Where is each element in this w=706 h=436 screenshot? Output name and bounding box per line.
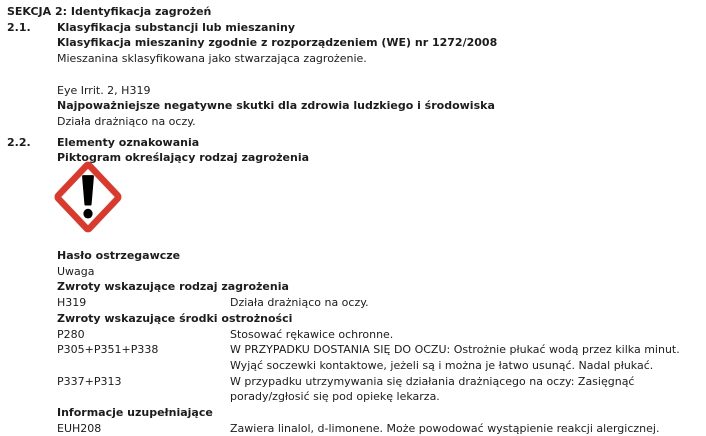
classification-heading: Klasyfikacja mieszaniny zgodnie z rozporządzeniem (WE) nr 1272/2008 (57, 36, 498, 50)
precautionary-statement-text: Stosować rękawice ochronne. (230, 327, 394, 341)
hazard-statement-text: Działa drażniąco na oczy. (230, 296, 369, 310)
precautionary-statement-code: P337+P313 (57, 374, 122, 388)
subsection-2-1-number: 2.1. (7, 20, 31, 34)
precautionary-statement-code: P305+P351+P338 (57, 343, 159, 357)
supplementary-statement-row (57, 421, 706, 436)
hazard-class: Eye Irrit. 2, H319 (57, 83, 151, 97)
blank-line (7, 67, 706, 83)
precautionary-statement-row (57, 374, 706, 405)
subsection-2-1-header (7, 20, 706, 36)
adverse-effects-heading: Najpoważniejsze negatywne skutki dla zdrowia ludzkiego i środowiska (57, 99, 495, 113)
ghs07-exclamation-pictogram-icon (53, 160, 123, 234)
signal-word: Uwaga (57, 264, 95, 278)
subsection-2-2-header (7, 135, 706, 151)
precautionary-statements-heading: Zwroty wskazujące środki ostrożności (57, 311, 293, 325)
hazard-statement-code: H319 (57, 296, 87, 310)
supplementary-statement-text: Zawiera linalol, d-limonene. Może powodować wystąpienie reakcji alergicznej. (230, 421, 660, 435)
hazard-statement-row (57, 295, 706, 311)
precautionary-statement-code: P280 (57, 327, 85, 341)
precautionary-statement-row (57, 327, 706, 343)
subsection-2-2-number: 2.2. (7, 135, 31, 149)
section-title: SEKCJA 2: Identyfikacja zagrożeń (7, 5, 212, 18)
precautionary-statement-row (57, 342, 706, 373)
supplementary-statement-code: EUH208 (57, 421, 102, 435)
subsection-2-1-title: Klasyfikacja substancji lub mieszaniny (57, 20, 296, 34)
classification-text: Mieszanina sklasyfikowana jako stwarzająca zagrożenie. (57, 52, 367, 66)
hazard-statements-heading: Zwroty wskazujące rodzaj zagrożenia (57, 280, 289, 294)
precautionary-statement-text: W przypadku utrzymywania się działania drażniącego na oczy: Zasięgnąć porady/zgłosić się pod opiekę lekarza. (230, 374, 635, 404)
supplementary-heading: Informacje uzupełniające (57, 406, 213, 420)
adverse-effects-text: Działa drażniąco na oczy. (57, 114, 196, 128)
subsection-2-2-title: Elementy oznakowania (57, 135, 200, 149)
signal-word-heading: Hasło ostrzegawcze (57, 249, 181, 263)
precautionary-statement-text: W PRZYPADKU DOSTANIA SIĘ DO OCZU: Ostrożnie płukać wodą przez kilka minut. Wyjąć soczewki kontaktowe, jeżeli są i można je łatwo usunąć. Nadal płukać. (230, 343, 680, 372)
pictogram-heading: Piktogram określający rodzaj zagrożenia (57, 151, 310, 165)
